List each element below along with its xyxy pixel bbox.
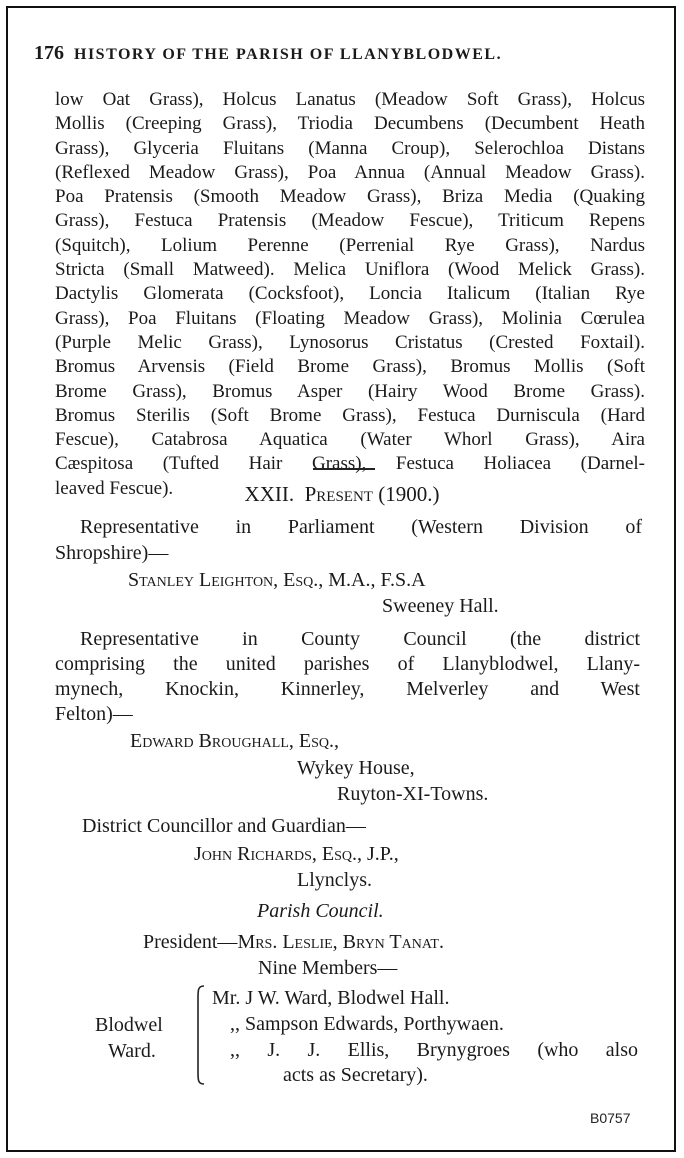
section-divider — [313, 468, 375, 470]
text-line: Grass), Glyceria Fluitans (Manna Croup), Selerochloa Distans — [55, 137, 645, 159]
district-councillor: John Richards, Esq., J.P., — [194, 843, 399, 865]
bracket-brace — [194, 984, 206, 1086]
members-label: Nine Members— — [258, 957, 398, 979]
parish-council-heading: Parish Council. — [257, 900, 384, 922]
section-heading — [0, 482, 684, 507]
district-address: Llynclys. — [297, 869, 372, 891]
text-line: Mollis (Creeping Grass), Triodia Decumbens (Decumbent Heath — [55, 113, 645, 135]
text-line: (Reflexed Meadow Grass), Poa Annua (Annual Meadow Grass). — [55, 161, 645, 183]
text-line: Grass), Festuca Pratensis (Meadow Fescue), Triticum Repens — [55, 210, 645, 232]
text-line: (Squitch), Lolium Perenne (Perrenial Rye Grass), Nardus — [55, 234, 645, 256]
member-line: Mr. J W. Ward, Blodwel Hall. — [212, 987, 450, 1009]
county-line-2: comprising the united parishes of Llanyblodwel, Llany- — [55, 653, 640, 675]
county-line-1: Representative in County Council (the district — [80, 628, 640, 650]
text-line: Brome Grass), Bromus Asper (Hairy Wood Brome Grass). — [55, 380, 645, 402]
county-representative: Edward Broughall, Esq., — [130, 730, 339, 752]
section-title: Present — [304, 482, 373, 506]
parliament-line-1: Representative in Parliament (Western Division of — [80, 516, 642, 538]
section-numeral: XXII. — [244, 482, 295, 506]
running-header — [34, 42, 654, 65]
ward-label: Blodwel — [95, 1014, 163, 1036]
president-name: Mrs. Leslie, Bryn Tanat. — [237, 931, 444, 953]
text-line: Stricta (Small Matweed). Melica Uniflora (Wood Melick Grass). — [55, 259, 645, 281]
reference-code: B0757 — [590, 1110, 631, 1126]
text-line: Dactylis Glomerata (Cocksfoot), Loncia Italicum (Italian Rye — [55, 283, 645, 305]
text-line: Cæspitosa (Tufted Hair Grass), Festuca Holiacea (Darnel- — [55, 453, 645, 475]
parliament-residence: Sweeney Hall. — [382, 595, 499, 617]
member-line: ,, Sampson Edwards, Porthywaen. — [230, 1013, 504, 1035]
page-number: 176 — [34, 42, 64, 64]
county-line-4: Felton)— — [55, 703, 133, 725]
text-line: Poa Pratensis (Smooth Meadow Grass), Briza Media (Quaking — [55, 186, 645, 208]
president-label: President— — [143, 931, 238, 953]
member-line: acts as Secretary). — [283, 1064, 428, 1086]
section-year: (1900.) — [378, 482, 440, 506]
grass-list-paragraph — [55, 88, 645, 501]
district-label: District Councillor and Guardian— — [82, 815, 366, 837]
county-address-1: Wykey House, — [297, 757, 415, 779]
text-line: Bromus Sterilis (Soft Brome Grass), Festuca Durniscula (Hard — [55, 404, 645, 426]
running-title: HISTORY OF THE PARISH OF LLANYBLODWEL. — [74, 46, 503, 63]
parliament-representative: Stanley Leighton, Esq., M.A., F.S.A — [128, 569, 426, 591]
text-line: Bromus Arvensis (Field Brome Grass), Bromus Mollis (Soft — [55, 356, 645, 378]
text-line: (Purple Melic Grass), Lynosorus Cristatus (Crested Foxtail). — [55, 331, 645, 353]
member-line: ,, J. J. Ellis, Brynygroes (who also — [230, 1039, 638, 1061]
parliament-line-2: Shropshire)— — [55, 542, 169, 564]
ward-label: Ward. — [108, 1040, 156, 1062]
county-address-2: Ruyton-XI-Towns. — [337, 783, 489, 805]
county-line-3: mynech, Knockin, Kinnerley, Melverley and West — [55, 678, 640, 700]
text-line: leaved Fescue). — [55, 477, 174, 499]
text-line: Grass), Poa Fluitans (Floating Meadow Grass), Molinia Cœrulea — [55, 307, 645, 329]
president-line — [143, 931, 444, 954]
text-line: Fescue), Catabrosa Aquatica (Water Whorl Grass), Aira — [55, 429, 645, 451]
text-line: low Oat Grass), Holcus Lanatus (Meadow Soft Grass), Holcus — [55, 89, 645, 110]
